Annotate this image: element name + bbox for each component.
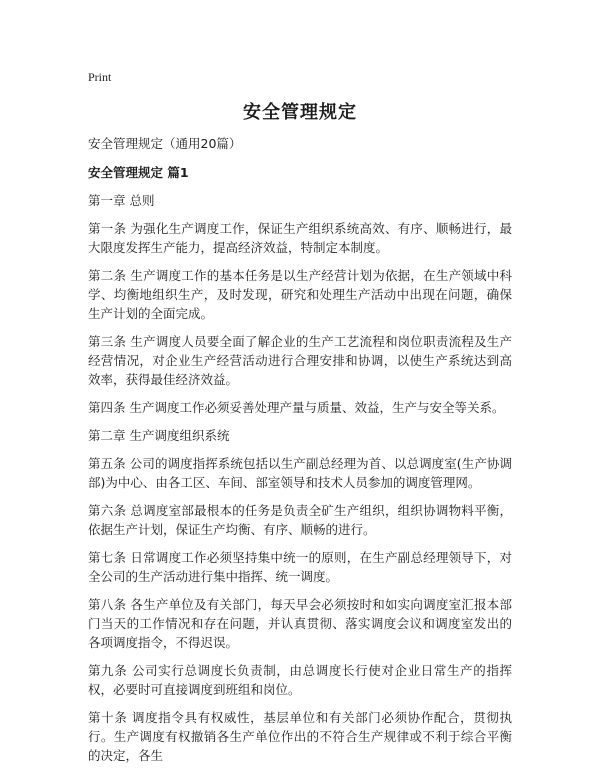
article-paragraph: 第六条 总调度室部最根本的任务是负责全矿生产组织，组织协调物料平衡，依据生产计划，保证生产均衡、有序、顺畅的进行。 xyxy=(88,503,512,537)
document-subtitle: 安全管理规定（通用20篇） xyxy=(88,136,242,151)
article-paragraph: 第五条 公司的调度指挥系统包括以生产副总经理为首、以总调度室(生产协调部)为中心、由各工区、车间、部室领导和技术人员参加的调度管理网。 xyxy=(88,456,512,490)
article-paragraph: 第十条 调度指令具有权威性，基层单位和有关部门必须协作配合，贯彻执行。生产调度有权撤销各生产单位作出的不符合生产规律或不利于综合平衡的决定，各生 xyxy=(88,710,512,763)
article-paragraph: 第七条 日常调度工作必须坚持集中统一的原则，在生产副总经理领导下，对全公司的生产活动进行集中指挥、统一调度。 xyxy=(88,550,512,584)
article-paragraph: 第九条 公司实行总调度长负责制，由总调度长行使对企业日常生产的指挥权，必要时可直接调度到班组和岗位。 xyxy=(88,663,512,697)
article-paragraph: 第八条 各生产单位及有关部门，每天早会必须按时和如实向调度室汇报本部门当天的工作情况和存在问题，并认真贯彻、落实调度会议和调度室发出的各项调度指令，不得迟误。 xyxy=(88,597,512,650)
article-paragraph: 第三条 生产调度人员要全面了解企业的生产工艺流程和岗位职责流程及生产经营情况，对企业生产经营活动进行合理安排和协调，以使生产系统达到高效率，获得最佳经济效益。 xyxy=(88,334,512,387)
section-heading: 安全管理规定 篇1 xyxy=(88,165,189,180)
content-blocks xyxy=(88,191,512,765)
article-paragraph: 第一条 为强化生产调度工作，保证生产组织系统高效、有序、顺畅进行，最大限度发挥生产能力，提高经济效益，特制定本制度。 xyxy=(88,221,512,255)
chapter-heading: 第二章 生产调度组织系统 xyxy=(88,428,230,443)
article-paragraph: 第四条 生产调度工作必须妥善处理产量与质量、效益，生产与安全等关系。 xyxy=(88,400,505,415)
article-paragraph: 第二条 生产调度工作的基本任务是以生产经营计划为依据，在生产领域中科学、均衡地组织生产，及时发现，研究和处理生产活动中出现在问题，确保生产计划的全面完成。 xyxy=(88,268,512,321)
chapter-heading: 第一章 总则 xyxy=(88,193,155,208)
document-body xyxy=(88,134,512,774)
page-title: 安全管理规定 xyxy=(243,102,357,123)
print-label: Print xyxy=(88,70,112,84)
